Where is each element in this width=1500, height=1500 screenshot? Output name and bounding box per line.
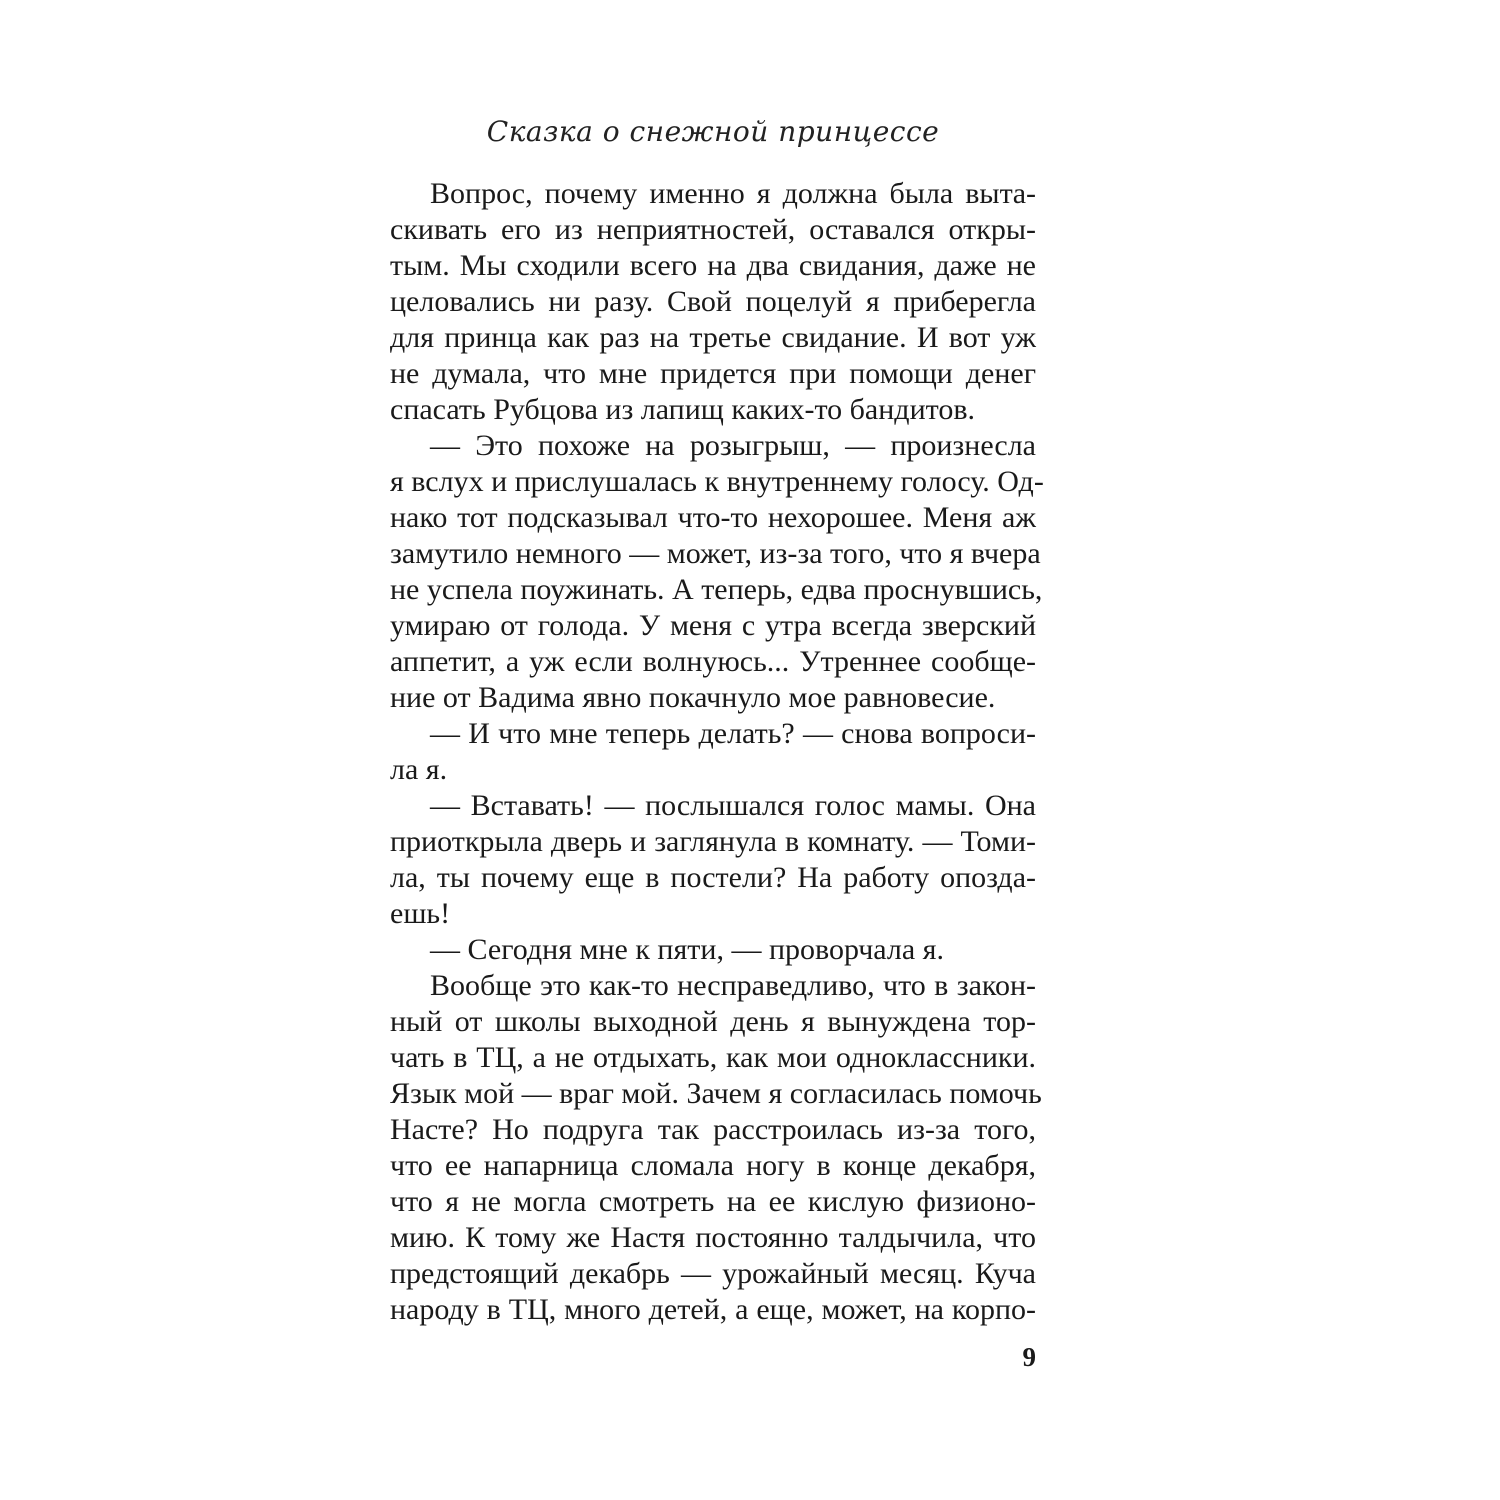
text-line: мию. К тому же Настя постоянно талдычила, что <box>390 1221 1036 1254</box>
text-line: Вообще это как-то несправедливо, что в закон- <box>430 969 1036 1002</box>
text-line: я вслух и прислушалась к внутреннему голосу. Од- <box>390 465 1044 498</box>
text-line: народу в ТЦ, много детей, а еще, может, на корпо- <box>390 1293 1036 1326</box>
text-line: спасать Рубцова из лапищ каких-то бандитов. <box>390 393 975 426</box>
text-line: умираю от голода. У меня с утра всегда зверский <box>390 609 1036 642</box>
text-line: не думала, что мне придется при помощи денег <box>390 357 1036 390</box>
text-line: Вопрос, почему именно я должна была вытa- <box>430 177 1036 210</box>
text-line: ла я. <box>390 753 448 786</box>
text-line: скивать его из неприятностей, оставался откры- <box>390 213 1036 246</box>
text-line: ный от школы выходной день я вынуждена тор- <box>390 1005 1036 1038</box>
text-line: что я не могла смотреть на ее кислую физионо- <box>390 1185 1036 1218</box>
text-line: — Сегодня мне к пяти, — проворчала я. <box>430 933 944 966</box>
text-line: Насте? Но подруга так расстроилась из-за того, <box>390 1113 1036 1146</box>
text-line: ние от Вадима явно покачнуло мое равновесие. <box>390 681 996 714</box>
text-line: — И что мне теперь делать? — снова вопроси- <box>430 717 1036 750</box>
text-line: чать в ТЦ, а не отдыхать, как мои одноклассники. <box>390 1041 1036 1074</box>
text-line: замутило немного — может, из-за того, что я вчера <box>390 537 1041 570</box>
text-line: нако тот подсказывал что-то нехорошее. Меня аж <box>390 501 1036 534</box>
text-line: — Это похоже на розыгрыш, — произнесла <box>430 429 1036 462</box>
text-line: — Вставать! — послышался голос мамы. Она <box>430 789 1036 822</box>
text-line: Язык мой — враг мой. Зачем я согласилась помочь <box>390 1077 1042 1110</box>
text-line: ешь! <box>390 897 451 930</box>
body-text <box>390 176 1044 1328</box>
text-line: аппетит, а уж если волнуюсь... Утреннее сообще- <box>390 645 1036 678</box>
text-line: тым. Мы сходили всего на два свидания, даже не <box>390 249 1036 282</box>
text-line: не успела поужинать. А теперь, едва проснувшись, <box>390 573 1043 606</box>
text-line: приоткрыла дверь и заглянула в комнату. — Томи- <box>390 825 1036 858</box>
running-header: Сказка о снежной принцессе <box>486 115 940 148</box>
page-number: 9 <box>1022 1342 1036 1372</box>
text-line: что ее напарница сломала ногу в конце декабря, <box>390 1149 1036 1182</box>
text-line: для принца как раз на третье свидание. И вот уж <box>390 321 1036 354</box>
text-line: целовались ни разу. Свой поцелуй я приберегла <box>390 285 1036 318</box>
text-line: предстоящий декабрь — урожайный месяц. Куча <box>390 1257 1036 1290</box>
text-line: ла, ты почему еще в постели? На работу опозда- <box>390 861 1036 894</box>
